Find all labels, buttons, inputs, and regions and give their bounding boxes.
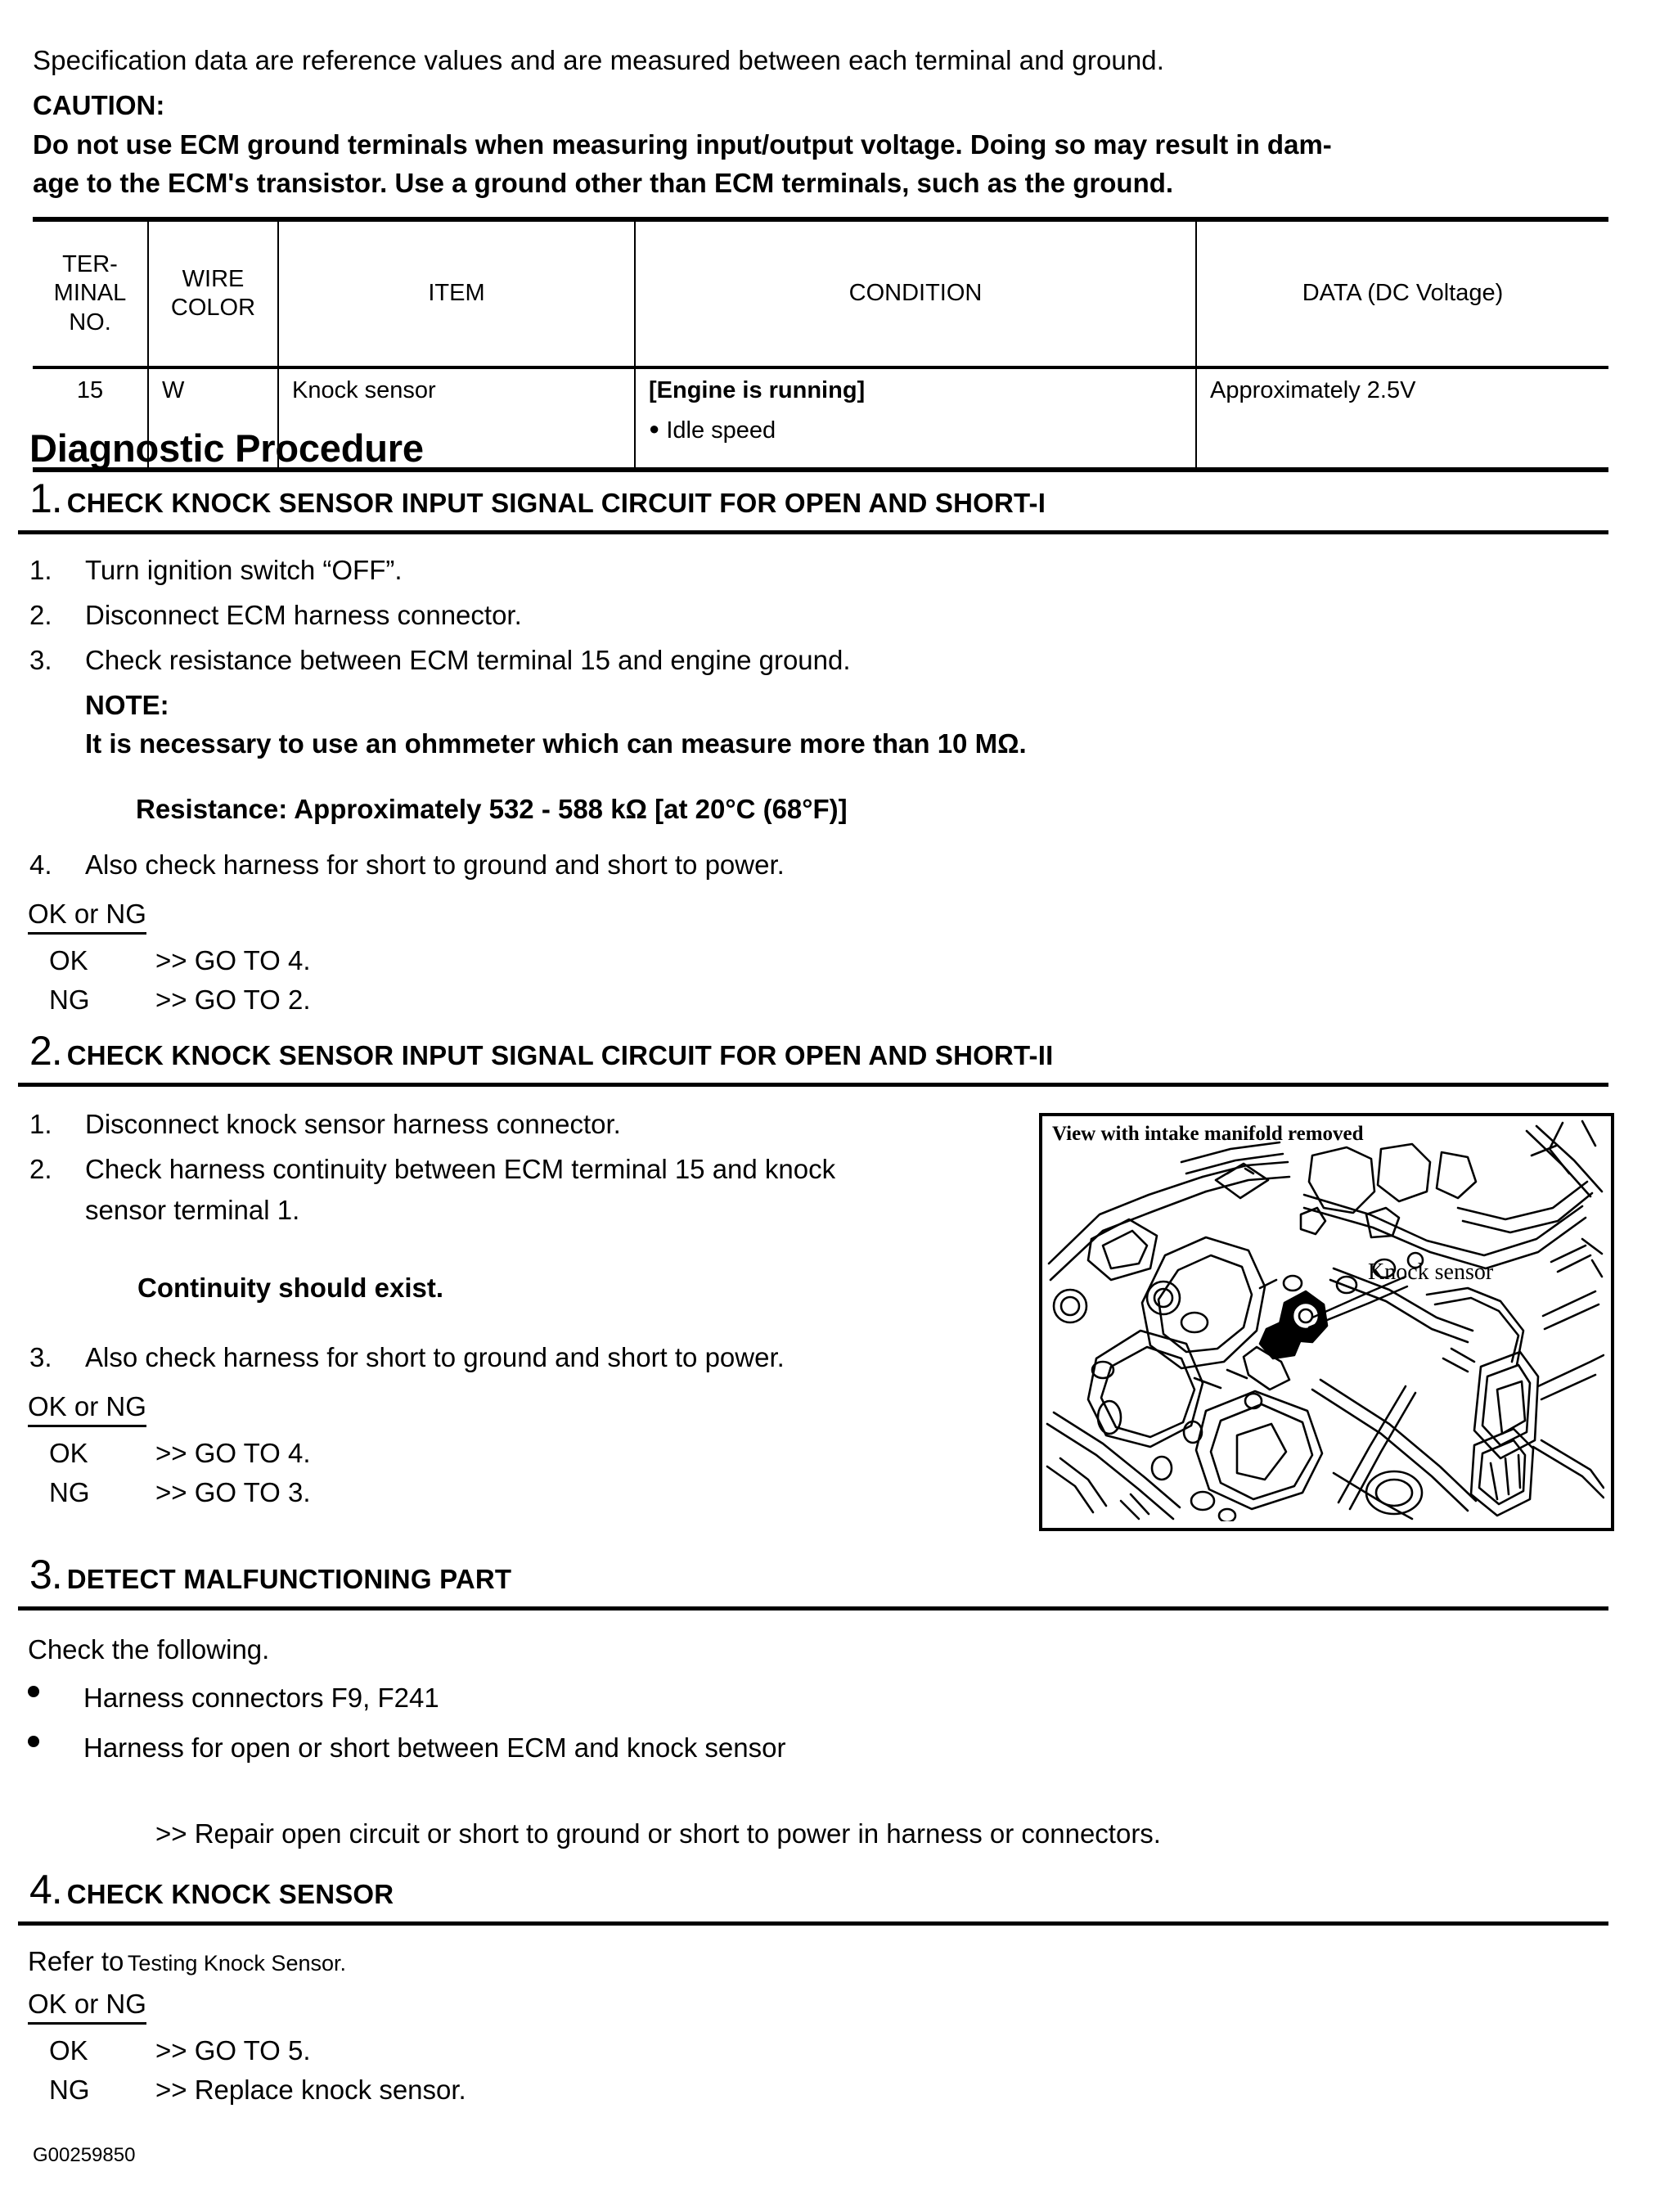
step-1-item-1-number: 1. bbox=[29, 555, 52, 585]
step-2-item-1-text: Disconnect knock sensor harness connector. bbox=[85, 1109, 621, 1139]
step-3-heading bbox=[29, 1551, 511, 1598]
cell-data-text: Approximately 2.5V bbox=[1210, 377, 1416, 403]
step-4-okng-ng-key: NG bbox=[49, 2075, 90, 2105]
step-2-okng-ng-value: >> GO TO 3. bbox=[155, 1477, 311, 1507]
header-wire-color bbox=[148, 219, 278, 367]
bullet-dot-icon: ● bbox=[649, 418, 660, 439]
step-2-title: CHECK KNOCK SENSOR INPUT SIGNAL CIRCUIT FOR OPEN AND SHORT-II bbox=[66, 1040, 1054, 1070]
cell-condition bbox=[635, 367, 1196, 470]
step-1-item-4-text: Also check harness for short to ground and short to power. bbox=[85, 849, 785, 880]
step-4-heading bbox=[29, 1866, 394, 1913]
step-2-item-3-text: Also check harness for short to ground and short to power. bbox=[85, 1342, 785, 1372]
step-1-note-label: NOTE: bbox=[85, 690, 169, 720]
step-3-intro-text: Check the following. bbox=[28, 1634, 270, 1665]
header-terminal-no-l2: MINAL bbox=[53, 280, 127, 307]
header-terminal-no bbox=[33, 219, 148, 367]
cell-condition-bullet-text: Idle speed bbox=[666, 417, 776, 444]
caution-line-1: Do not use ECM ground terminals when measuring input/output voltage. Doing so may result in dam- bbox=[33, 129, 1332, 160]
step-1-item-4-number: 4. bbox=[29, 849, 52, 880]
step-1-item-3-number: 3. bbox=[29, 645, 52, 675]
step-2-item-2-number: 2. bbox=[29, 1154, 52, 1184]
page-title: Diagnostic Procedure bbox=[29, 426, 424, 470]
step-4-number: 4. bbox=[29, 1867, 62, 1912]
caution-line-2: age to the ECM's transistor. Use a ground other than ECM terminals, such as the ground. bbox=[33, 168, 1174, 198]
step-2-divider bbox=[18, 1083, 1608, 1087]
illustration-caption: View with intake manifold removed bbox=[1052, 1123, 1364, 1145]
step-1-title: CHECK KNOCK SENSOR INPUT SIGNAL CIRCUIT FOR OPEN AND SHORT-I bbox=[66, 488, 1046, 518]
step-2-item-2-continued: sensor terminal 1. bbox=[85, 1195, 300, 1225]
step-4-refer-target[interactable]: Testing Knock Sensor. bbox=[127, 1951, 346, 1975]
step-1-item-3-text: Check resistance between ECM terminal 15 and engine ground. bbox=[85, 645, 851, 675]
step-4-okng-ng-value: >> Replace knock sensor. bbox=[155, 2075, 466, 2105]
step-2-number: 2. bbox=[29, 1028, 62, 1074]
step-2-item-3-number: 3. bbox=[29, 1342, 52, 1372]
step-1-heading bbox=[29, 475, 1046, 522]
step-1-divider bbox=[18, 530, 1608, 534]
step-4-title: CHECK KNOCK SENSOR bbox=[66, 1879, 394, 1909]
engine-illustration bbox=[1039, 1113, 1614, 1531]
step-2-heading bbox=[29, 1027, 1053, 1074]
step-4-okng-ok-value: >> GO TO 5. bbox=[155, 2035, 311, 2066]
header-item: ITEM bbox=[278, 219, 635, 367]
cell-terminal-no: 15 bbox=[33, 367, 148, 470]
step-1-item-2-text: Disconnect ECM harness connector. bbox=[85, 600, 522, 630]
step-2-item-1-number: 1. bbox=[29, 1109, 52, 1139]
step-1-note-text: It is necessary to use an ohmmeter which can measure more than 10 MΩ. bbox=[85, 728, 1027, 759]
step-2-okng-ok-key: OK bbox=[49, 1438, 88, 1468]
step-4-divider bbox=[18, 1921, 1608, 1926]
table-header-row bbox=[33, 219, 1608, 367]
step-1-spec-value: Resistance: Approximately 532 - 588 kΩ [at 20°C (68°F)] bbox=[136, 794, 848, 824]
step-3-action-text: >> Repair open circuit or short to ground or short to power in harness or connectors. bbox=[155, 1818, 1161, 1849]
cell-wire-color-text: W bbox=[162, 377, 185, 403]
step-4-refer-line bbox=[28, 1946, 346, 1977]
cell-condition-bullet-row bbox=[649, 417, 1195, 444]
header-wire-color-l1: WIRE bbox=[182, 265, 245, 292]
step-2-okng-label: OK or NG bbox=[28, 1391, 146, 1427]
header-data: DATA (DC Voltage) bbox=[1196, 219, 1608, 367]
step-3-bullet-2-text: Harness for open or short between ECM and knock sensor bbox=[83, 1732, 786, 1763]
specification-intro-text: Specification data are reference values and are measured between each terminal and ground. bbox=[33, 45, 1165, 75]
cell-data bbox=[1196, 367, 1608, 470]
bullet-dot-icon bbox=[28, 1686, 39, 1697]
header-wire-color-l2: COLOR bbox=[170, 295, 256, 321]
step-3-number: 3. bbox=[29, 1552, 62, 1597]
header-condition: CONDITION bbox=[635, 219, 1196, 367]
header-terminal-no-l3: NO. bbox=[69, 309, 111, 336]
step-4-okng-label: OK or NG bbox=[28, 1989, 146, 2025]
step-1-okng-ok-value: >> GO TO 4. bbox=[155, 945, 311, 975]
header-terminal-no-l1: TER- bbox=[62, 250, 118, 277]
step-2-okng-ng-key: NG bbox=[49, 1477, 90, 1507]
step-1-item-2-number: 2. bbox=[29, 600, 52, 630]
step-3-bullet-1-text: Harness connectors F9, F241 bbox=[83, 1683, 439, 1713]
step-2-item-2-text: Check harness continuity between ECM terminal 15 and knock bbox=[85, 1154, 836, 1184]
engine-line-drawing bbox=[1042, 1116, 1604, 1521]
step-4-refer-prefix: Refer to bbox=[28, 1946, 124, 1976]
step-2-okng-ok-value: >> GO TO 4. bbox=[155, 1438, 311, 1468]
step-3-title: DETECT MALFUNCTIONING PART bbox=[66, 1564, 512, 1594]
step-1-okng-ng-value: >> GO TO 2. bbox=[155, 984, 311, 1015]
step-3-divider bbox=[18, 1606, 1608, 1611]
caution-label: CAUTION: bbox=[33, 90, 165, 120]
knock-sensor-callout-label: Knock sensor bbox=[1368, 1259, 1494, 1285]
bullet-dot-icon bbox=[28, 1736, 39, 1747]
cell-item-text: Knock sensor bbox=[292, 377, 436, 403]
step-1-okng-label: OK or NG bbox=[28, 899, 146, 935]
step-1-okng-ng-key: NG bbox=[49, 984, 90, 1015]
cell-condition-title: [Engine is running] bbox=[649, 377, 866, 403]
step-2-spec-value: Continuity should exist. bbox=[137, 1273, 444, 1303]
step-1-item-1-text: Turn ignition switch “OFF”. bbox=[85, 555, 403, 585]
step-1-number: 1. bbox=[29, 475, 62, 521]
step-1-okng-ok-key: OK bbox=[49, 945, 88, 975]
step-4-okng-ok-key: OK bbox=[49, 2035, 88, 2066]
document-reference-code: G00259850 bbox=[33, 2144, 136, 2166]
